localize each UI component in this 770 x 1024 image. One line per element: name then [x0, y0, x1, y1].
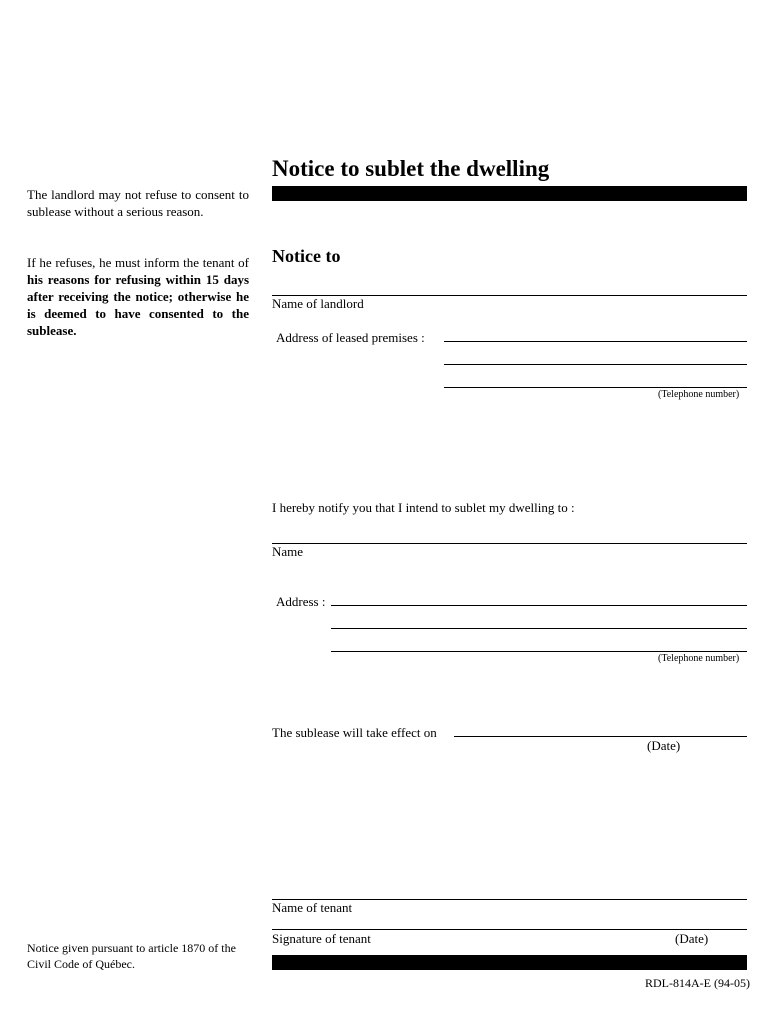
tenant-signature-date-label: (Date)	[675, 931, 709, 946]
footer-bar	[272, 955, 747, 970]
form-code: RDL-814A-E (94-05)	[645, 976, 750, 990]
tenant-name-label: Name of tenant	[272, 900, 353, 915]
subtenant-name-label: Name	[272, 544, 304, 559]
leased-premises-address-field-1[interactable]	[444, 341, 747, 342]
effective-date-label: The sublease will take effect on	[272, 725, 437, 740]
effective-date-field[interactable]	[454, 736, 747, 737]
subtenant-telephone-label: (Telephone number)	[658, 653, 740, 664]
leased-premises-address-field-2[interactable]	[444, 364, 747, 365]
title-bar	[272, 186, 747, 201]
leased-premises-address-label: Address of leased premises :	[276, 330, 425, 345]
section-title: Notice to	[272, 246, 341, 266]
subtenant-name-field[interactable]	[272, 543, 747, 544]
subtenant-telephone-field[interactable]	[331, 651, 747, 652]
legal-basis-note: Notice given pursuant to article 1870 of the Civil Code of Québec.	[27, 941, 236, 971]
tenant-signature-label: Signature of tenant	[272, 931, 371, 946]
landlord-name-label: Name of landlord	[272, 296, 364, 311]
intent-statement: I hereby notify you that I intend to sublet my dwelling to :	[272, 500, 575, 515]
landlord-telephone-label: (Telephone number)	[658, 389, 740, 400]
refusal-bold-text: his reasons for refusing within 15 days after receiving the notice; otherwise he is deemed to have consented to the sublease.	[27, 272, 249, 338]
sidebar-note-consent: The landlord may not refuse to consent to sublease without a serious reason.	[27, 187, 249, 219]
landlord-telephone-field[interactable]	[444, 387, 747, 388]
page-title: Notice to sublet the dwelling	[272, 156, 550, 181]
sidebar-note-refusal	[27, 254, 249, 339]
subtenant-address-field-1[interactable]	[331, 605, 747, 606]
subtenant-address-label: Address :	[276, 594, 326, 609]
tenant-signature-field[interactable]	[272, 929, 747, 930]
refusal-plain-text: If he refuses, he must inform the tenant of	[27, 255, 249, 270]
effective-date-caption: (Date)	[647, 738, 681, 753]
subtenant-address-field-2[interactable]	[331, 628, 747, 629]
